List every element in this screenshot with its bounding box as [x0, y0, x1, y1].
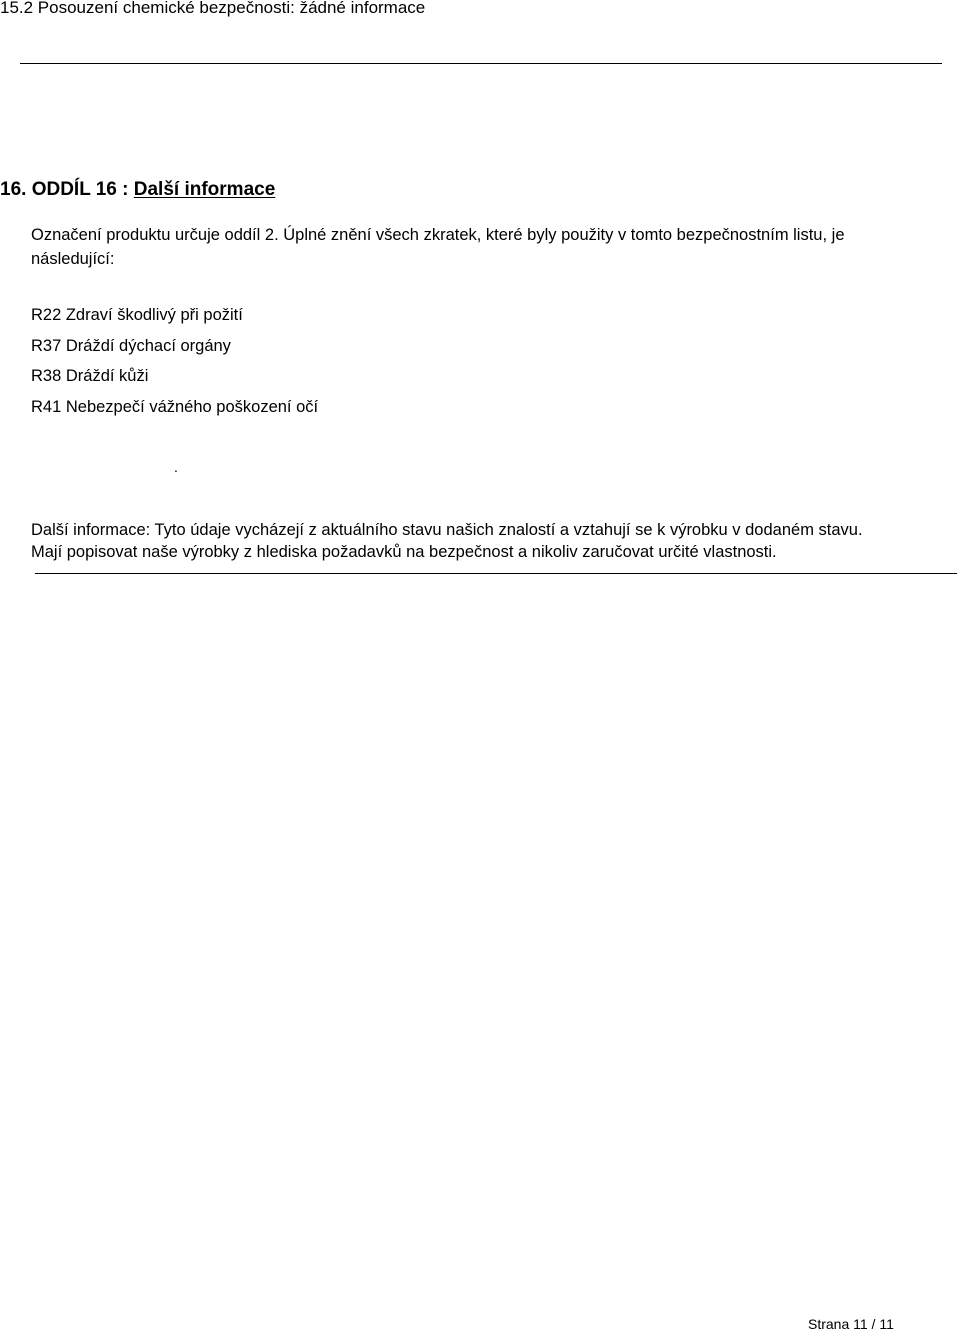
page-number: Strana 11 / 11	[808, 1316, 894, 1332]
further-information-line-2: Mají popisovat naše výrobky z hlediska požadavků na bezpečnost a nikoliv zaručovat určité vlastnosti.	[31, 543, 777, 561]
r-phrase-r22: R22 Zdraví škodlivý při požití	[31, 306, 243, 324]
r-phrase-r37: R37 Dráždí dýchací orgány	[31, 336, 231, 355]
stray-dot: .	[174, 459, 178, 475]
further-information	[31, 519, 863, 563]
further-information-line-1: Další informace: Tyto údaje vycházejí z aktuálního stavu našich znalostí a vztahují se k výrobku v dodaném stavu.	[31, 521, 863, 539]
r-phrase-r38: R38 Dráždí kůži	[31, 367, 149, 385]
section-16-name: Další informace	[133, 179, 276, 200]
section-16-number: 16. ODDÍL 16 :	[0, 179, 134, 200]
section-16-intro: Označení produktu určuje oddíl 2. Úplné znění všech zkratek, které byly použity v tomto bezpečnostním listu, je následující:	[31, 226, 845, 268]
section-15-2-heading: 15.2 Posouzení chemické bezpečnosti: žádné informace	[0, 0, 426, 17]
top-divider	[20, 63, 942, 64]
r-phrase-r41: R41 Nebezpečí vážného poškození očí	[31, 397, 319, 416]
bottom-divider	[35, 573, 957, 574]
r-phrase-list	[31, 303, 318, 425]
section-16-title	[0, 179, 275, 201]
